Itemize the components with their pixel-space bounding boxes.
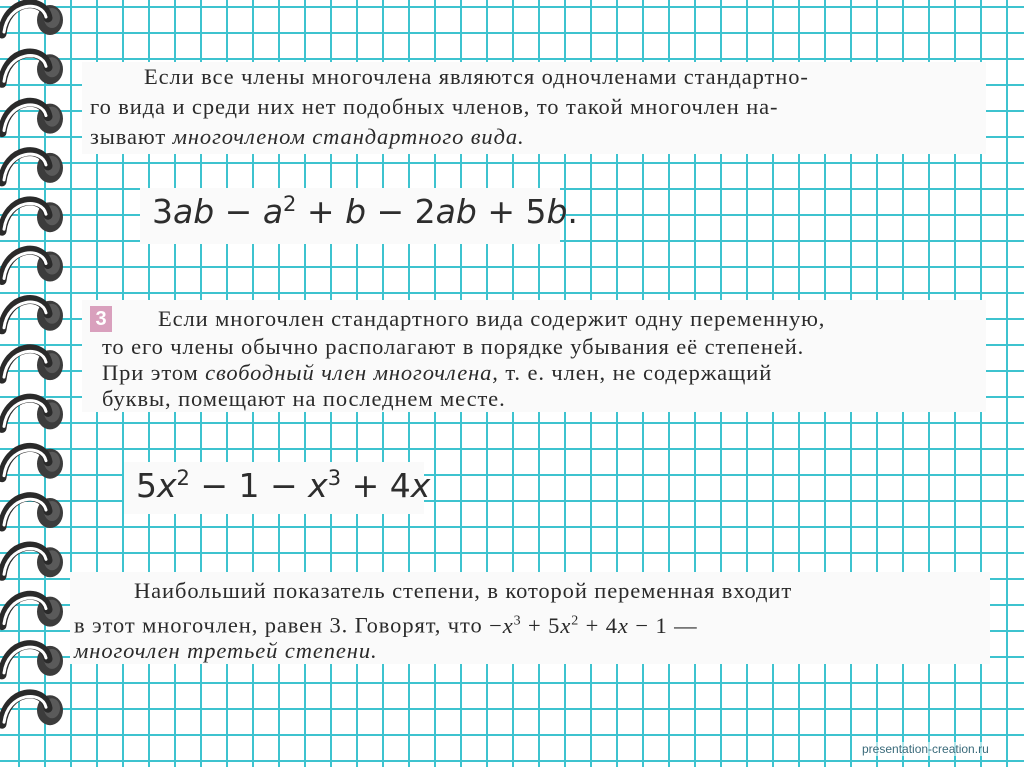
text-line: Если все члены многочлена являются одночленами стандартно- (144, 64, 809, 89)
spiral-ring (2, 53, 63, 84)
section-number-badge: 3 (90, 306, 112, 332)
spiral-ring (2, 300, 63, 331)
spiral-ring (2, 398, 63, 429)
spiral-ring (2, 250, 63, 281)
text-line: При этом свободный член многочлена, т. е. член, не содержащий (102, 360, 773, 385)
spiral-ring (2, 4, 63, 35)
text-line: то его члены обычно располагают в порядке убывания её степеней. (102, 334, 805, 359)
spiral-ring (2, 595, 63, 626)
spiral-ring (2, 497, 63, 528)
text-line: Если многочлен стандартного вида содержит одну переменную, (158, 306, 826, 331)
definition-polynomial-degree (70, 572, 990, 664)
text-line: го вида и среди них нет подобных членов, то такой многочлен на- (90, 94, 779, 119)
formula-1: $3ab - a^2 + b - 2ab + 5b$. (152, 192, 578, 231)
spiral-ring (2, 694, 63, 725)
spiral-ring (2, 349, 63, 380)
text-line: Наибольший показатель степени, в которой переменная входит (134, 578, 793, 603)
spiral-ring (2, 447, 63, 478)
text-line: зывают многочленом стандартного вида. (90, 124, 525, 149)
formula-example-2 (124, 462, 431, 514)
text-line: в этот многочлен, равен 3. Говорят, что $-x^3 + 5x^2 + 4x - 1$ — (74, 612, 698, 638)
spiral-ring (2, 546, 63, 577)
term-third-degree-polynomial: многочлен третьей степени. (74, 638, 378, 663)
rule-ordering-terms (82, 300, 986, 412)
watermark-link: presentation-creation.ru (862, 742, 989, 756)
spiral-ring (2, 201, 63, 232)
definition-standard-polynomial (82, 62, 986, 154)
inline-formula: $-x^3 + 5x^2 + 4x - 1$ — (489, 612, 698, 638)
term-standard-polynomial: многочленом стандартного вида. (172, 124, 525, 149)
spiral-ring (2, 102, 63, 133)
term-free-term: свободный член многочлена, (205, 360, 499, 385)
formula-example-1 (140, 188, 578, 244)
spiral-ring (2, 645, 63, 676)
spiral-binding (0, 0, 80, 767)
formula-2: $5x^2 - 1 - x^3 + 4x$ (136, 466, 431, 505)
spiral-ring (2, 152, 63, 183)
text-line: буквы, помещают на последнем месте. (102, 386, 506, 411)
